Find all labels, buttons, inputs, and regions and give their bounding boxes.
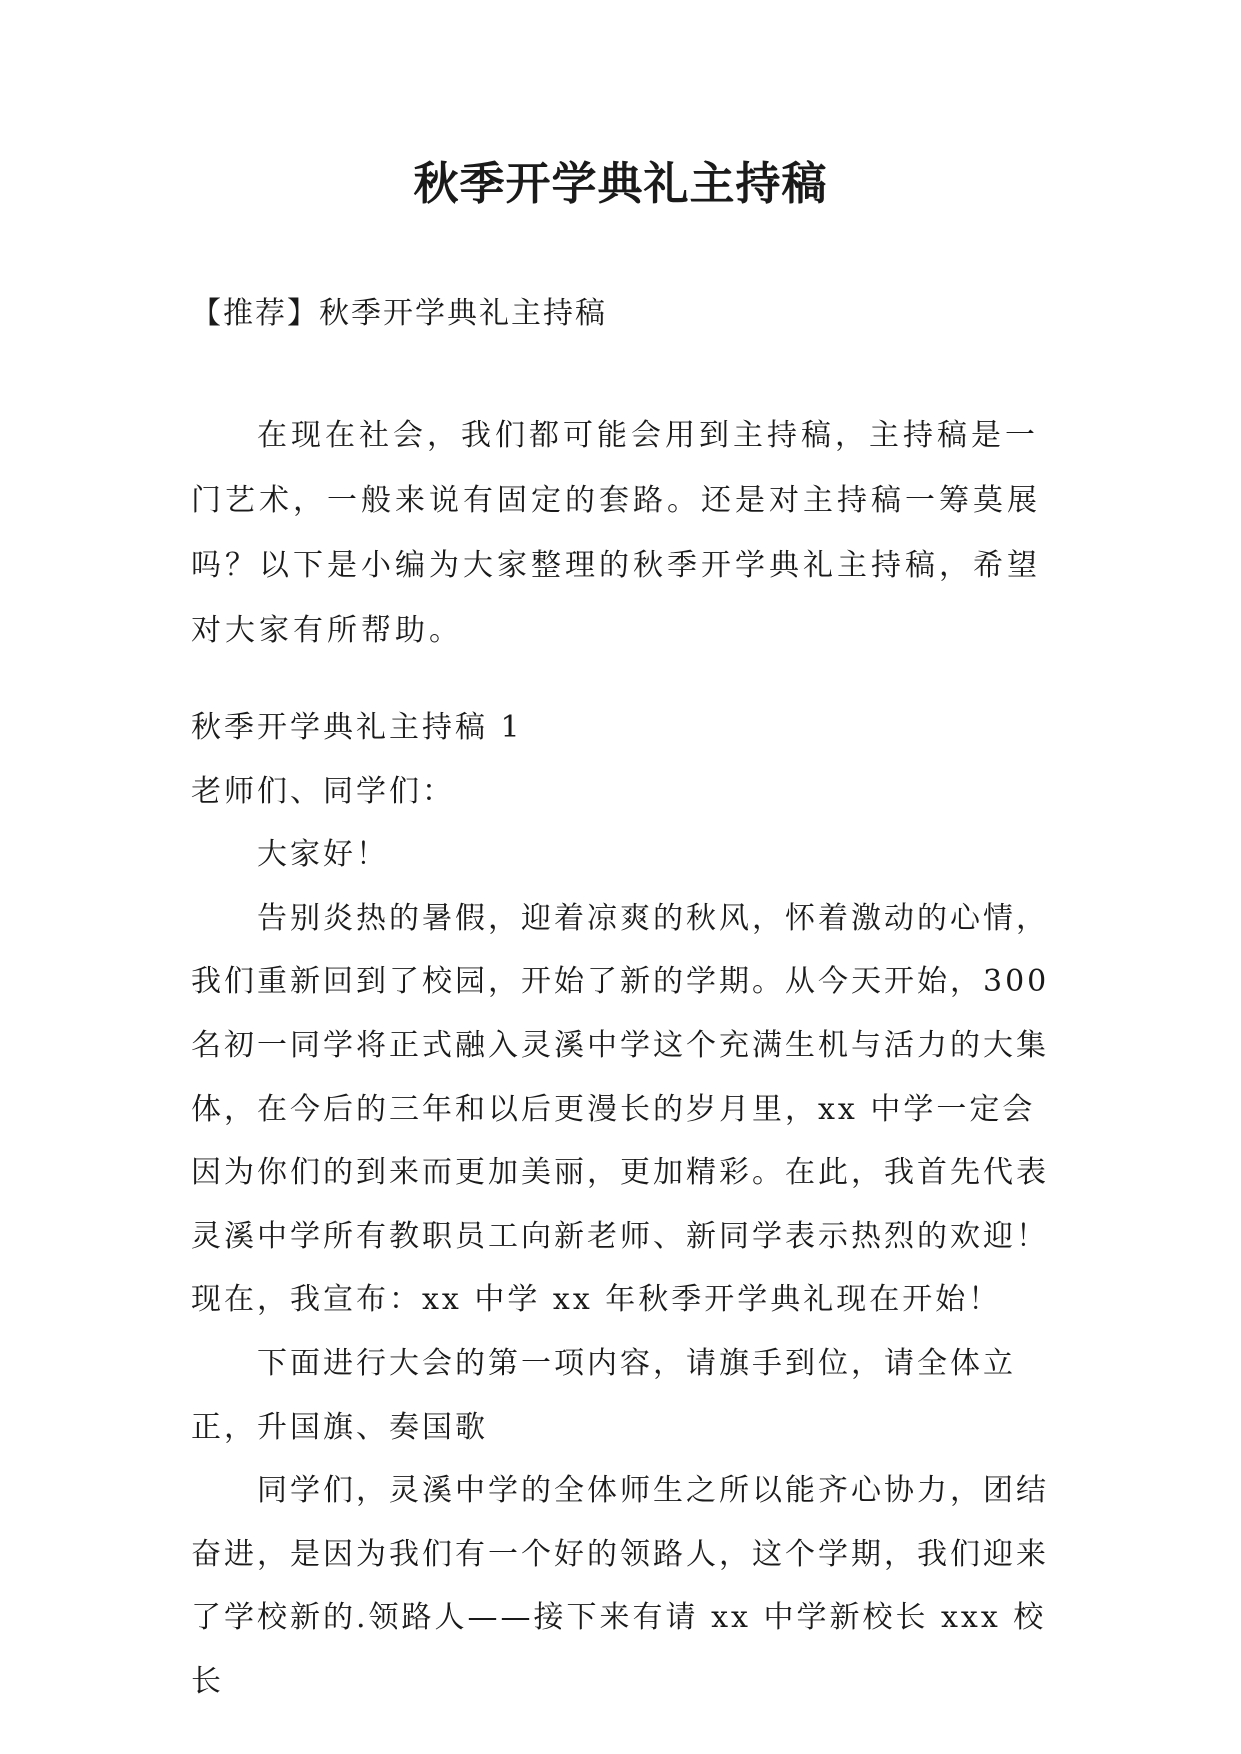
section-heading: 秋季开学典礼主持稿 1	[191, 710, 523, 745]
greeting: 大家好！	[257, 837, 389, 873]
document-title: 秋季开学典礼主持稿	[413, 157, 828, 210]
salutation: 老师们、同学们：	[191, 773, 455, 809]
intro-paragraph: 在现在社会，我们都可能会用到主持稿，主持稿是一门艺术，一般来说有固定的套路。还是对主持稿一筹莫展吗？以下是小编为大家整理的秋季开学典礼主持稿，希望对大家有所帮助。	[191, 418, 1041, 648]
recommend-line: 【推荐】秋季开学典礼主持稿	[191, 296, 607, 331]
body-paragraph: 同学们，灵溪中学的全体师生之所以能齐心协力，团结奋进，是因为我们有一个好的领路人，这个学期，我们迎来了学校新的.领路人——接下来有请 xx 中学新校长 xxx 校长	[191, 1473, 1049, 1699]
document-body	[191, 696, 1051, 1714]
body-paragraph: 告别炎热的暑假，迎着凉爽的秋风，怀着激动的心情，我们重新回到了校园，开始了新的学期。从今天开始，300 名初一同学将正式融入灵溪中学这个充满生机与活力的大集体，在今后的三年和以后更漫长的岁月里，xx 中学一定会因为你们的到来而更加美丽，更加精彩。在此，我首先代表灵溪中学所有教职员工向新老师、新同学表示热烈的欢迎！现在，我宣布：xx 中学 xx 年秋季开学典礼现在开始！	[191, 900, 1050, 1318]
body-paragraph: 下面进行大会的第一项内容，请旗手到位，请全体立正，升国旗、奏国歌	[191, 1345, 1016, 1445]
